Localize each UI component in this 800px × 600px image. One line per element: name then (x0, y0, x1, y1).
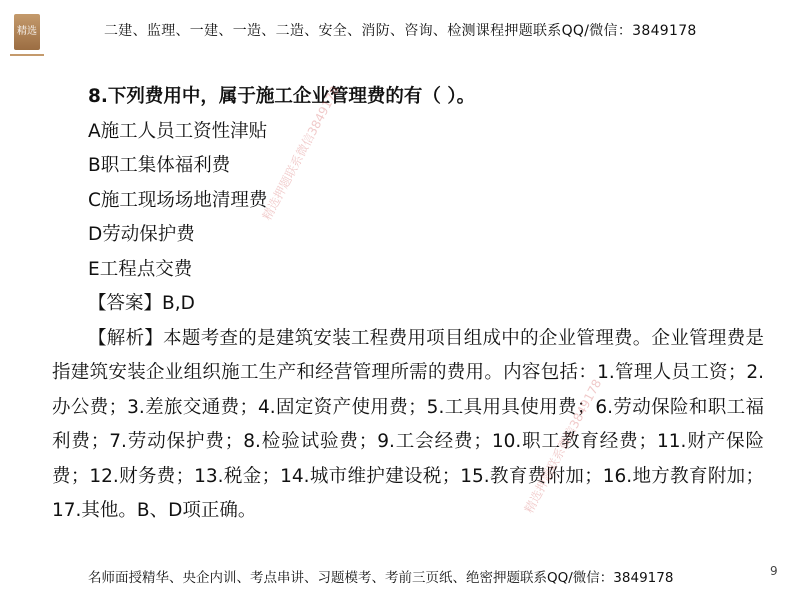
option-d: D劳动保护费 (88, 224, 195, 245)
option-a: A施工人员工资性津贴 (88, 120, 268, 142)
header-divider (10, 54, 44, 56)
question-block (52, 80, 764, 529)
brand-logo: 精选 (14, 14, 40, 50)
watermark-stamp: 精选押题联系微信3849178 (259, 83, 343, 223)
question-title: 8.下列费用中，属于施工企业管理费的有（ ）。 (88, 86, 476, 107)
answer-line: 【答案】B,D (88, 293, 195, 314)
header-banner: 二建、监理、一建、一造、二造、安全、消防、咨询、检测课程押题联系QQ/微信：3849178 (104, 23, 697, 39)
watermark-stamp: 精选押题联系微信3849178 (521, 376, 605, 516)
page-number: 9 (770, 564, 778, 578)
option-e: E工程点交费 (88, 258, 193, 280)
option-c: C施工现场场地清理费 (88, 189, 268, 211)
footer-banner: 名师面授精华、央企内训、考点串讲、习题模考、考前三页纸、绝密押题联系QQ/微信：3849178 (88, 570, 674, 586)
option-b: B职工集体福利费 (88, 155, 231, 176)
analysis-paragraph: 【解析】本题考查的是建筑安装工程费用项目组成中的企业管理费。企业管理费是指建筑安装企业组织施工生产和经营管理所需的费用。内容包括：1.管理人员工资；2.办公费；3.差旅交通费；4.固定资产使用费；5.工具用具使用费；6.劳动保险和职工福利费；7.劳动保护费；8.检验试验费；9.工会经费；10.职工教育经费；11.财产保险费；12.财务费；13.税金；14.城市维护建设税；15.教育费附加；16.地方教育附加；17.其他。B、D项正确。 (52, 327, 764, 521)
